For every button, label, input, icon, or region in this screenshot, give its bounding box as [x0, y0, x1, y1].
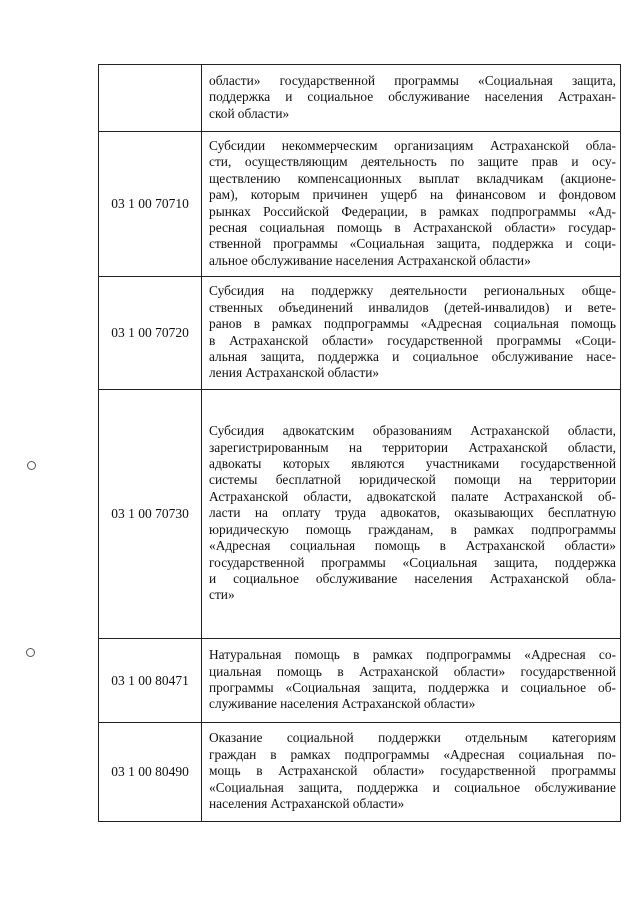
description-line: ресная социальная помощь в Астраханской области» государ-	[209, 219, 616, 235]
code-cell: 03 1 00 80490	[99, 723, 202, 822]
description-line: адвокаты которых являются участниками государственной	[209, 456, 616, 472]
description-line: ственных объединений инвалидов (детей-инвалидов) и вете-	[209, 299, 616, 315]
description-line: Субсидия адвокатским образованиям Астраханской области,	[209, 423, 616, 439]
description-line: Оказание социальной поддержки отдельным категориям	[209, 730, 616, 746]
description-line: ственной программы «Социальная защита, поддержка и соци-	[209, 236, 616, 252]
table-row	[99, 65, 621, 132]
description-line: и социальное обслуживание населения Астраханской обла-	[209, 570, 616, 586]
description-line: рынках Российской Федерации, в рамках подпрограммы «Ад-	[209, 203, 616, 219]
description-line: Натуральная помощь в рамках подпрограммы «Адресная со-	[209, 647, 616, 663]
description-line: служивание населения Астраханской области»	[209, 696, 476, 712]
description-line: ласти на оплату труда адвокатов, оказывающих бесплатную	[209, 505, 616, 521]
code-cell: 03 1 00 80471	[99, 639, 202, 723]
code-cell	[99, 65, 202, 132]
description-line: ской области»	[209, 105, 290, 121]
description-line: системы бесплатной юридической помощи на территории	[209, 472, 616, 488]
description-line: государственной программы «Социальная защита, поддержка	[209, 554, 616, 570]
description-cell	[202, 390, 621, 639]
description-line: рам), которым причинен ущерб на финансовом и фондовом	[209, 187, 616, 203]
description-line: ранов в рамках подпрограммы «Адресная социальная помощь	[209, 316, 616, 332]
description-line: мощь в Астраханской области» государственной программы	[209, 763, 616, 779]
binding-hole-mark-bottom	[26, 648, 35, 657]
description-line: поддержка и социальное обслуживание населения Астрахан-	[209, 89, 616, 105]
description-line: циальная помощь в Астраханской области» государственной	[209, 663, 616, 679]
description-line: «Социальная защита, поддержка и социальное обслуживание	[209, 779, 616, 795]
budget-classification-table	[98, 64, 621, 822]
description-line: ществлению компенсационных выплат вкладчикам (акционе-	[209, 170, 616, 186]
table-row	[99, 639, 621, 723]
description-cell	[202, 723, 621, 822]
description-line: сти, осуществляющим деятельность по защите прав и осу-	[209, 154, 616, 170]
description-cell	[202, 277, 621, 390]
description-line: Субсидия на поддержку деятельности региональных обще-	[209, 283, 616, 299]
description-line: зарегистрированным на территории Астраханской области,	[209, 439, 616, 455]
description-line: области» государственной программы «Социальная защита,	[209, 72, 616, 88]
description-line: населения Астраханской области»	[209, 796, 405, 812]
table-row	[99, 277, 621, 390]
description-line: «Адресная социальная помощь в Астраханской области»	[209, 538, 616, 554]
description-line: программы «Социальная защита, поддержка и социальное об-	[209, 680, 616, 695]
description-line: ления Астраханской области»	[209, 365, 380, 381]
description-line: юридическую помощь гражданам, в рамках подпрограммы	[209, 521, 616, 537]
code-cell: 03 1 00 70710	[99, 132, 202, 277]
table-row	[99, 723, 621, 822]
description-line: альная защита, поддержка и социальное обслуживание насе-	[209, 348, 616, 364]
description-line: Астраханской области, адвокатской палате Астраханской об-	[209, 488, 616, 504]
description-line: сти»	[209, 587, 235, 603]
table-row	[99, 390, 621, 639]
description-line: граждан в рамках подпрограммы «Адресная социальная по-	[209, 746, 616, 762]
description-cell	[202, 65, 621, 132]
description-line: в Астраханской области» государственной программы «Соци-	[209, 332, 616, 348]
description-line: Субсидии некоммерческим организациям Астраханской обла-	[209, 137, 616, 153]
description-cell	[202, 132, 621, 277]
description-cell	[202, 639, 621, 723]
table-row	[99, 132, 621, 277]
description-line: альное обслуживание населения Астраханской области»	[209, 252, 531, 268]
binding-hole-mark-top	[27, 461, 36, 470]
code-cell: 03 1 00 70720	[99, 277, 202, 390]
code-cell: 03 1 00 70730	[99, 390, 202, 639]
